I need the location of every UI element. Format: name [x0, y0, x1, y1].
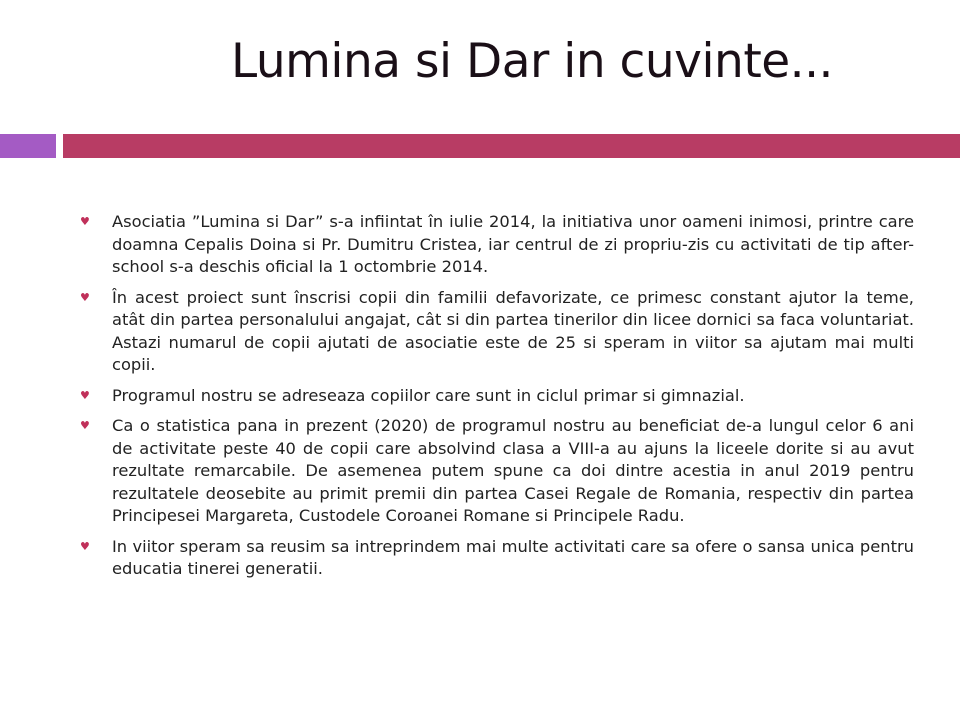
bullet-text: În acest proiect sunt înscrisi copii din familii defavorizate, ce primesc constant ajutor la teme, atât din partea personalului angajat, cât si din partea tinerilor din licee dornici sa faca voluntariat. Astazi numarul de copii ajutati de asociatie este de 25 si speram in viitor sa ajutam mai multi copii.	[112, 287, 914, 374]
bullet-item	[80, 536, 914, 581]
bullet-text: Ca o statistica pana in prezent (2020) de programul nostru au beneficiat de-a lungul celor 6 ani de activitate peste 40 de copii care absolvind clasa a VIII-a au ajuns la liceele dorite si au avut rezultate remarcabile. De asemenea putem spune ca doi dintre acestia in anul 2019 pentru rezultatele deosebite au primit premii din partea Casei Regale de Romania, respectiv din partea Principesei Margareta, Custodele Coroanei Romane si Principele Radu.	[112, 416, 914, 525]
bullet-item	[80, 385, 914, 408]
heart-icon: ♥	[80, 539, 90, 553]
bullet-item	[80, 415, 914, 528]
heart-icon: ♥	[80, 290, 90, 304]
heart-icon: ♥	[80, 388, 90, 402]
slide-title: Lumina si Dar in cuvinte...	[231, 34, 833, 89]
accent-bar-left	[0, 134, 56, 158]
bullet-item	[80, 211, 914, 279]
bullet-list	[80, 211, 914, 589]
bullet-text: Asociatia ”Lumina si Dar” s-a infiintat în iulie 2014, la initiativa unor oameni inimosi, printre care doamna Cepalis Doina si Pr. Dumitru Cristea, iar centrul de zi propriu-zis cu activitati de tip after-school s-a deschis oficial la 1 octombrie 2014.	[112, 212, 914, 276]
heart-icon: ♥	[80, 419, 90, 432]
bullet-text: Programul nostru se adreseaza copiilor care sunt in ciclul primar si gimnazial.	[112, 385, 745, 405]
accent-bar-main	[63, 134, 960, 158]
bullet-text: In viitor speram sa reusim sa intreprindem mai multe activitati care sa ofere o sansa unica pentru educatia tinerei generatii.	[112, 536, 914, 578]
bullet-item	[80, 287, 914, 377]
heart-icon: ♥	[80, 215, 90, 228]
